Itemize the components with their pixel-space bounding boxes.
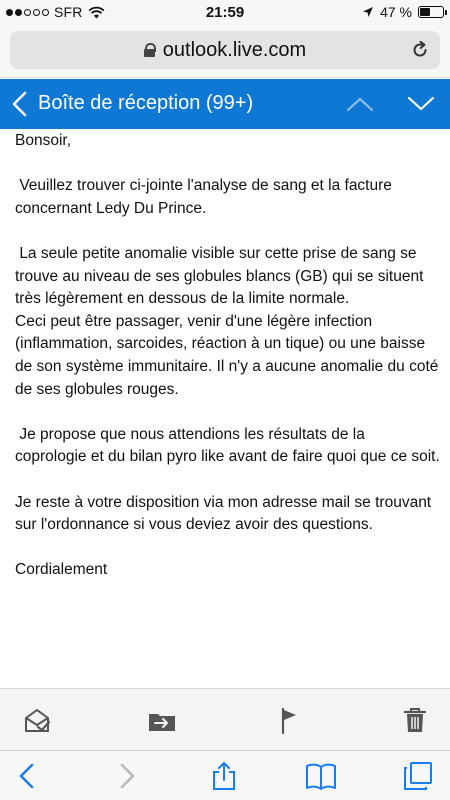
email-paragraph: Je propose que nous attendions les résultats de la coprologie et du bilan pyro like avant de faire quoi que ce soit. xyxy=(15,425,440,466)
flag-icon[interactable] xyxy=(275,705,305,735)
bookmarks-icon[interactable] xyxy=(305,761,337,791)
inbox-title[interactable]: Boîte de réception (99+) xyxy=(38,92,254,114)
mark-read-icon[interactable] xyxy=(22,705,52,735)
forward-icon[interactable] xyxy=(110,761,142,791)
email-paragraph: Cordialement xyxy=(15,561,108,579)
paragraph-gap xyxy=(15,153,440,176)
email-paragraph: Ceci peut être passager, venir d'une légère infection (inflammation, sarcoides, réaction à un tique) ou une baisse de son système immunitaire. Il n'y a aucune anomalie du coté de ses globules rouges. xyxy=(15,312,443,398)
mail-action-toolbar xyxy=(0,688,450,750)
address-bar[interactable] xyxy=(10,31,440,69)
email-paragraph: La seule petite anomalie visible sur cette prise de sang se trouve au niveau de ses globules blancs (GB) qui se situent très légèrement en dessous de la limite normale. xyxy=(15,244,428,308)
carrier-name: SFR xyxy=(54,4,83,20)
status-right xyxy=(362,4,444,20)
move-icon[interactable] xyxy=(147,705,177,735)
back-icon[interactable] xyxy=(12,761,44,791)
status-time: 21:59 xyxy=(205,4,245,21)
previous-message-icon[interactable] xyxy=(345,93,375,115)
battery-icon xyxy=(418,6,444,18)
browser-toolbar xyxy=(0,750,450,800)
url-text: outlook.live.com xyxy=(162,38,307,61)
email-paragraph: Veuillez trouver ci-jointe l'analyse de sang et la facture concernant Ledy Du Prince. xyxy=(15,177,397,217)
email-body xyxy=(15,130,443,687)
paragraph-gap xyxy=(15,401,440,424)
location-icon xyxy=(362,6,374,18)
paragraph-gap xyxy=(15,537,440,560)
battery-percent-label: 47 % xyxy=(380,4,412,20)
next-message-icon[interactable] xyxy=(406,93,436,115)
browser-address-area xyxy=(0,26,450,78)
email-paragraph: Je reste à votre disposition via mon adresse mail se trouvant sur l'ordonnance si vous deviez avoir des questions. xyxy=(15,493,436,534)
back-to-inbox-icon[interactable] xyxy=(10,91,28,117)
trash-icon[interactable] xyxy=(400,705,430,735)
reload-icon[interactable] xyxy=(410,40,430,60)
lock-icon xyxy=(144,43,155,57)
mail-header xyxy=(0,79,450,129)
share-icon[interactable] xyxy=(208,761,240,791)
tabs-icon[interactable] xyxy=(402,761,434,791)
email-paragraph: Bonsoir, xyxy=(15,132,72,149)
battery-level xyxy=(420,8,430,16)
paragraph-gap xyxy=(15,220,440,243)
paragraph-gap xyxy=(15,469,440,492)
status-bar xyxy=(0,0,450,26)
